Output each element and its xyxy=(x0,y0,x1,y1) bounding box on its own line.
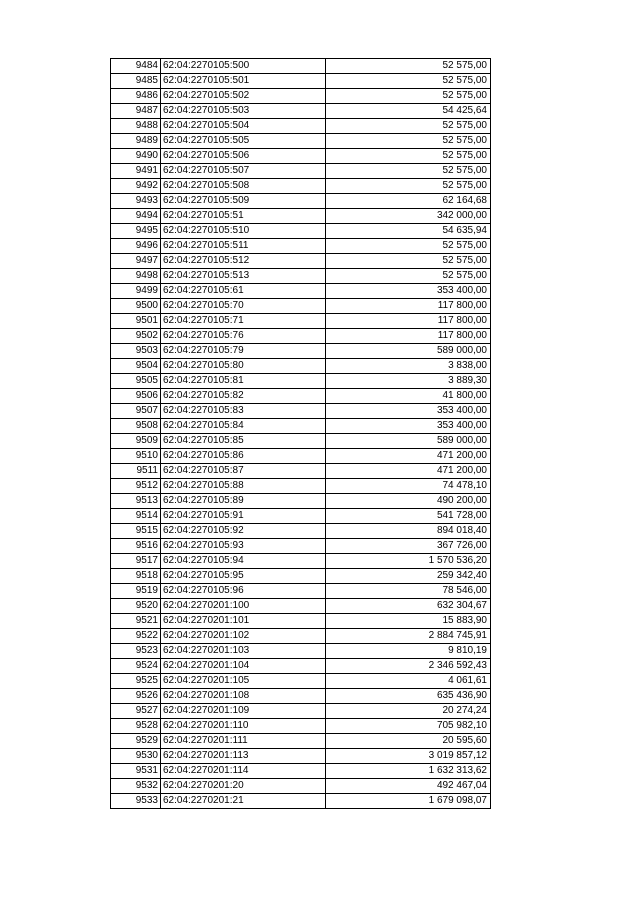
table-row xyxy=(111,569,491,584)
table-row xyxy=(111,329,491,344)
table-row xyxy=(111,194,491,209)
value-cell: 2 884 745,91 xyxy=(326,629,491,644)
table-row xyxy=(111,149,491,164)
cadastral-number-cell: 62:04:2270201:105 xyxy=(161,674,326,689)
cadastral-number-cell: 62:04:2270105:512 xyxy=(161,254,326,269)
cadastral-number-cell: 62:04:2270201:100 xyxy=(161,599,326,614)
value-cell: 3 838,00 xyxy=(326,359,491,374)
cadastral-number-cell: 62:04:2270105:91 xyxy=(161,509,326,524)
cadastral-number-cell: 62:04:2270201:110 xyxy=(161,719,326,734)
table-row xyxy=(111,434,491,449)
value-cell: 471 200,00 xyxy=(326,464,491,479)
value-cell: 117 800,00 xyxy=(326,314,491,329)
table-row xyxy=(111,209,491,224)
row-number-cell: 9515 xyxy=(111,524,161,539)
row-number-cell: 9505 xyxy=(111,374,161,389)
value-cell: 3 889,30 xyxy=(326,374,491,389)
table-row xyxy=(111,629,491,644)
row-number-cell: 9500 xyxy=(111,299,161,314)
cadastral-number-cell: 62:04:2270105:501 xyxy=(161,74,326,89)
table-row xyxy=(111,449,491,464)
table-row xyxy=(111,104,491,119)
table-row xyxy=(111,659,491,674)
table-row xyxy=(111,164,491,179)
value-cell: 367 726,00 xyxy=(326,539,491,554)
value-cell: 52 575,00 xyxy=(326,74,491,89)
value-cell: 52 575,00 xyxy=(326,254,491,269)
row-number-cell: 9523 xyxy=(111,644,161,659)
cadastral-number-cell: 62:04:2270201:103 xyxy=(161,644,326,659)
cadastral-number-cell: 62:04:2270105:500 xyxy=(161,59,326,74)
value-cell: 353 400,00 xyxy=(326,404,491,419)
cadastral-number-cell: 62:04:2270105:509 xyxy=(161,194,326,209)
row-number-cell: 9516 xyxy=(111,539,161,554)
row-number-cell: 9509 xyxy=(111,434,161,449)
row-number-cell: 9488 xyxy=(111,119,161,134)
table-row xyxy=(111,314,491,329)
row-number-cell: 9503 xyxy=(111,344,161,359)
value-cell: 52 575,00 xyxy=(326,149,491,164)
cadastral-number-cell: 62:04:2270201:114 xyxy=(161,764,326,779)
value-cell: 1 632 313,62 xyxy=(326,764,491,779)
row-number-cell: 9506 xyxy=(111,389,161,404)
table-row xyxy=(111,239,491,254)
value-cell: 589 000,00 xyxy=(326,344,491,359)
value-cell: 117 800,00 xyxy=(326,299,491,314)
value-cell: 41 800,00 xyxy=(326,389,491,404)
value-cell: 4 061,61 xyxy=(326,674,491,689)
row-number-cell: 9521 xyxy=(111,614,161,629)
row-number-cell: 9524 xyxy=(111,659,161,674)
value-cell: 9 810,19 xyxy=(326,644,491,659)
value-cell: 20 595,60 xyxy=(326,734,491,749)
table-row xyxy=(111,59,491,74)
row-number-cell: 9497 xyxy=(111,254,161,269)
table-row xyxy=(111,779,491,794)
table-row xyxy=(111,644,491,659)
cadastral-value-table xyxy=(110,58,491,809)
value-cell: 54 425,64 xyxy=(326,104,491,119)
cadastral-number-cell: 62:04:2270105:94 xyxy=(161,554,326,569)
cadastral-number-cell: 62:04:2270105:508 xyxy=(161,179,326,194)
table-row xyxy=(111,389,491,404)
value-cell: 54 635,94 xyxy=(326,224,491,239)
row-number-cell: 9513 xyxy=(111,494,161,509)
cadastral-number-cell: 62:04:2270105:92 xyxy=(161,524,326,539)
table-row xyxy=(111,374,491,389)
table-row xyxy=(111,359,491,374)
cadastral-number-cell: 62:04:2270105:513 xyxy=(161,269,326,284)
value-cell: 589 000,00 xyxy=(326,434,491,449)
value-cell: 52 575,00 xyxy=(326,119,491,134)
value-cell: 259 342,40 xyxy=(326,569,491,584)
value-cell: 2 346 592,43 xyxy=(326,659,491,674)
table-row xyxy=(111,674,491,689)
row-number-cell: 9489 xyxy=(111,134,161,149)
cadastral-number-cell: 62:04:2270105:86 xyxy=(161,449,326,464)
row-number-cell: 9517 xyxy=(111,554,161,569)
table-row xyxy=(111,719,491,734)
row-number-cell: 9525 xyxy=(111,674,161,689)
value-cell: 52 575,00 xyxy=(326,269,491,284)
cadastral-number-cell: 62:04:2270105:81 xyxy=(161,374,326,389)
value-cell: 62 164,68 xyxy=(326,194,491,209)
row-number-cell: 9528 xyxy=(111,719,161,734)
row-number-cell: 9511 xyxy=(111,464,161,479)
row-number-cell: 9499 xyxy=(111,284,161,299)
cadastral-number-cell: 62:04:2270201:109 xyxy=(161,704,326,719)
row-number-cell: 9519 xyxy=(111,584,161,599)
table-row xyxy=(111,599,491,614)
cadastral-number-cell: 62:04:2270105:76 xyxy=(161,329,326,344)
table-row xyxy=(111,179,491,194)
row-number-cell: 9510 xyxy=(111,449,161,464)
table-row xyxy=(111,464,491,479)
row-number-cell: 9533 xyxy=(111,794,161,809)
value-cell: 52 575,00 xyxy=(326,239,491,254)
cadastral-number-cell: 62:04:2270105:88 xyxy=(161,479,326,494)
value-cell: 3 019 857,12 xyxy=(326,749,491,764)
value-cell: 52 575,00 xyxy=(326,89,491,104)
cadastral-number-cell: 62:04:2270105:95 xyxy=(161,569,326,584)
row-number-cell: 9491 xyxy=(111,164,161,179)
cadastral-number-cell: 62:04:2270105:502 xyxy=(161,89,326,104)
table-row xyxy=(111,299,491,314)
value-cell: 74 478,10 xyxy=(326,479,491,494)
cadastral-number-cell: 62:04:2270105:89 xyxy=(161,494,326,509)
cadastral-number-cell: 62:04:2270105:51 xyxy=(161,209,326,224)
cadastral-number-cell: 62:04:2270201:21 xyxy=(161,794,326,809)
row-number-cell: 9485 xyxy=(111,74,161,89)
cadastral-number-cell: 62:04:2270105:84 xyxy=(161,419,326,434)
row-number-cell: 9493 xyxy=(111,194,161,209)
table-row xyxy=(111,269,491,284)
table-row xyxy=(111,494,491,509)
row-number-cell: 9504 xyxy=(111,359,161,374)
value-cell: 1 679 098,07 xyxy=(326,794,491,809)
cadastral-number-cell: 62:04:2270201:102 xyxy=(161,629,326,644)
table-row xyxy=(111,554,491,569)
table-row xyxy=(111,134,491,149)
table-row xyxy=(111,584,491,599)
cadastral-number-cell: 62:04:2270201:113 xyxy=(161,749,326,764)
cadastral-number-cell: 62:04:2270105:85 xyxy=(161,434,326,449)
row-number-cell: 9518 xyxy=(111,569,161,584)
cadastral-number-cell: 62:04:2270105:506 xyxy=(161,149,326,164)
table-row xyxy=(111,689,491,704)
value-cell: 52 575,00 xyxy=(326,134,491,149)
table-row xyxy=(111,614,491,629)
cadastral-number-cell: 62:04:2270201:111 xyxy=(161,734,326,749)
cadastral-number-cell: 62:04:2270201:104 xyxy=(161,659,326,674)
row-number-cell: 9526 xyxy=(111,689,161,704)
value-cell: 541 728,00 xyxy=(326,509,491,524)
value-cell: 117 800,00 xyxy=(326,329,491,344)
value-cell: 490 200,00 xyxy=(326,494,491,509)
cadastral-number-cell: 62:04:2270105:511 xyxy=(161,239,326,254)
cadastral-number-cell: 62:04:2270105:87 xyxy=(161,464,326,479)
row-number-cell: 9494 xyxy=(111,209,161,224)
cadastral-number-cell: 62:04:2270105:61 xyxy=(161,284,326,299)
table-row xyxy=(111,224,491,239)
cadastral-number-cell: 62:04:2270201:20 xyxy=(161,779,326,794)
table-row xyxy=(111,734,491,749)
cadastral-number-cell: 62:04:2270105:79 xyxy=(161,344,326,359)
value-cell: 342 000,00 xyxy=(326,209,491,224)
row-number-cell: 9529 xyxy=(111,734,161,749)
row-number-cell: 9527 xyxy=(111,704,161,719)
cadastral-number-cell: 62:04:2270105:96 xyxy=(161,584,326,599)
cadastral-number-cell: 62:04:2270105:503 xyxy=(161,104,326,119)
value-cell: 52 575,00 xyxy=(326,164,491,179)
value-cell: 353 400,00 xyxy=(326,284,491,299)
row-number-cell: 9495 xyxy=(111,224,161,239)
row-number-cell: 9487 xyxy=(111,104,161,119)
value-cell: 15 883,90 xyxy=(326,614,491,629)
row-number-cell: 9490 xyxy=(111,149,161,164)
value-cell: 52 575,00 xyxy=(326,59,491,74)
value-cell: 353 400,00 xyxy=(326,419,491,434)
table-row xyxy=(111,419,491,434)
cadastral-number-cell: 62:04:2270105:70 xyxy=(161,299,326,314)
table-row xyxy=(111,509,491,524)
cadastral-number-cell: 62:04:2270105:510 xyxy=(161,224,326,239)
row-number-cell: 9522 xyxy=(111,629,161,644)
row-number-cell: 9502 xyxy=(111,329,161,344)
cadastral-number-cell: 62:04:2270201:101 xyxy=(161,614,326,629)
row-number-cell: 9512 xyxy=(111,479,161,494)
row-number-cell: 9492 xyxy=(111,179,161,194)
table-row xyxy=(111,749,491,764)
cadastral-number-cell: 62:04:2270105:93 xyxy=(161,539,326,554)
table-row xyxy=(111,524,491,539)
table-row xyxy=(111,479,491,494)
table-row xyxy=(111,254,491,269)
row-number-cell: 9531 xyxy=(111,764,161,779)
value-cell: 20 274,24 xyxy=(326,704,491,719)
row-number-cell: 9508 xyxy=(111,419,161,434)
table-row xyxy=(111,764,491,779)
value-cell: 635 436,90 xyxy=(326,689,491,704)
cadastral-number-cell: 62:04:2270105:80 xyxy=(161,359,326,374)
table-body xyxy=(111,59,491,809)
row-number-cell: 9532 xyxy=(111,779,161,794)
row-number-cell: 9484 xyxy=(111,59,161,74)
cadastral-number-cell: 62:04:2270105:504 xyxy=(161,119,326,134)
row-number-cell: 9496 xyxy=(111,239,161,254)
value-cell: 894 018,40 xyxy=(326,524,491,539)
table-row xyxy=(111,284,491,299)
row-number-cell: 9507 xyxy=(111,404,161,419)
cadastral-number-cell: 62:04:2270105:83 xyxy=(161,404,326,419)
table-row xyxy=(111,404,491,419)
value-cell: 632 304,67 xyxy=(326,599,491,614)
row-number-cell: 9514 xyxy=(111,509,161,524)
cadastral-number-cell: 62:04:2270105:82 xyxy=(161,389,326,404)
row-number-cell: 9498 xyxy=(111,269,161,284)
table-row xyxy=(111,794,491,809)
row-number-cell: 9501 xyxy=(111,314,161,329)
table-row xyxy=(111,344,491,359)
value-cell: 705 982,10 xyxy=(326,719,491,734)
table-row xyxy=(111,119,491,134)
value-cell: 78 546,00 xyxy=(326,584,491,599)
row-number-cell: 9486 xyxy=(111,89,161,104)
cadastral-number-cell: 62:04:2270105:505 xyxy=(161,134,326,149)
cadastral-number-cell: 62:04:2270105:71 xyxy=(161,314,326,329)
table-row xyxy=(111,89,491,104)
value-cell: 471 200,00 xyxy=(326,449,491,464)
value-cell: 52 575,00 xyxy=(326,179,491,194)
cadastral-number-cell: 62:04:2270105:507 xyxy=(161,164,326,179)
value-cell: 1 570 536,20 xyxy=(326,554,491,569)
table-row xyxy=(111,539,491,554)
value-cell: 492 467,04 xyxy=(326,779,491,794)
table-row xyxy=(111,74,491,89)
table-row xyxy=(111,704,491,719)
row-number-cell: 9520 xyxy=(111,599,161,614)
row-number-cell: 9530 xyxy=(111,749,161,764)
cadastral-number-cell: 62:04:2270201:108 xyxy=(161,689,326,704)
